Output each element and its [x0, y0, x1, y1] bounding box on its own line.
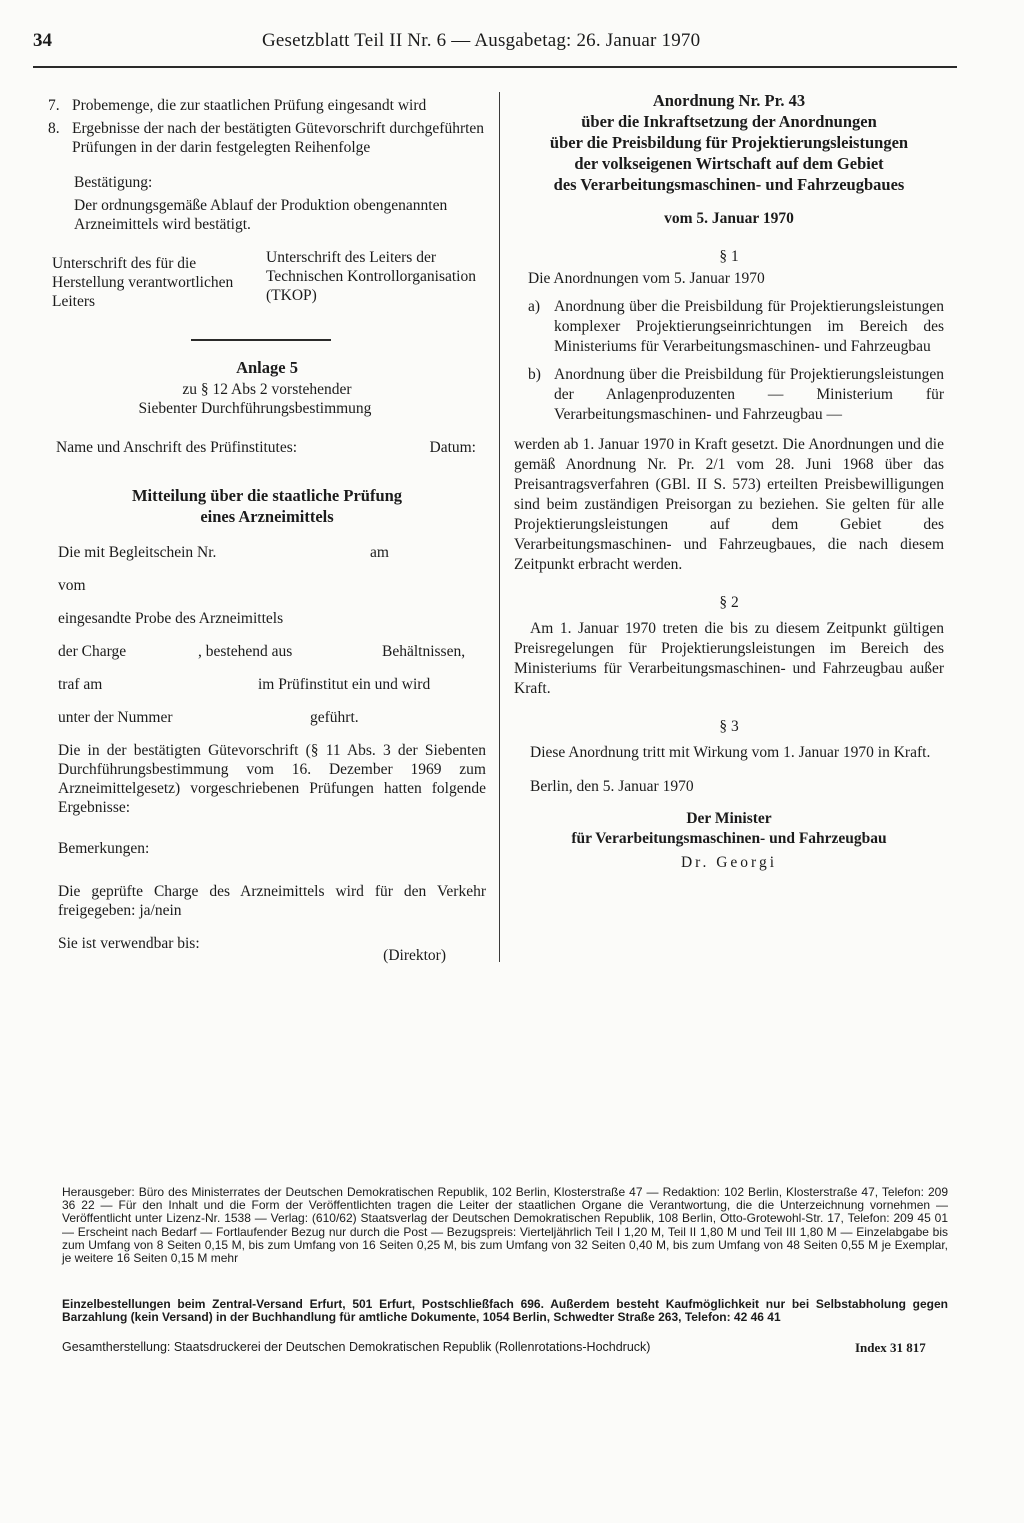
- date-label: Datum:: [429, 439, 476, 456]
- section-text: Diese Anordnung tritt mit Wirkung vom 1. Januar 1970 in Kraft.: [530, 744, 931, 761]
- signature-production-head: Unterschrift des für die Herstellung verantwortlichen Leiters: [52, 255, 234, 310]
- release-text: Die geprüfte Charge des Arzneimittels wird für den Verkehr freigegeben: ja/nein: [58, 883, 486, 919]
- ordinance-title: über die Preisbildung für Projektierungsleistungen: [549, 133, 909, 152]
- left-column: [48, 96, 486, 965]
- page-number: 34: [33, 30, 52, 51]
- minister-title: für Verarbeitungsmaschinen- und Fahrzeugbau: [571, 830, 887, 847]
- form-line: eingesandte Probe des Arzneimittels: [58, 610, 284, 627]
- imprint-text: Herausgeber: Büro des Ministerrates der Deutschen Demokratischen Republik, 102 Berlin, Klosterstraße 47 — Redaktion: 102 Berlin, Klosterstraße 47, Telefon: 209 36 22 — Für den Inhalt und die Form der Veröffentlichten tragen die Leiter der staatlichen Organe die Verantwortung, die die Unterzeichnung vornehmen — Veröffentlicht unter Lizenz-Nr. 1538 — Verlag: (610/62) Staatsverlag der Deutschen Demokratischen Republik, 108 Berlin, Otto-Grotewohl-Str. 17, Telefon: 209 45 01 — Erscheint nach Bedarf — Fortlaufender Bezug nur durch die Post — Bezugspreis: Vierteljährlich Teil I 1,20 M, Teil II 1,80 M und Teil III 1,80 M — Einzelabgabe bis zum Umfang von 8 Seiten 0,15 M, bis zum Umfang von 16 Seiten 0,25 M, bis zum Umfang von 32 Seiten 0,40 M, bis zum Umfang von 48 Seiten 0,55 M je Exemplar, je weitere 16 Seiten 0,15 M mehr: [62, 1185, 948, 1266]
- institute-label: Name und Anschrift des Prüfinstitutes:: [56, 439, 298, 456]
- institute-row: [48, 438, 486, 457]
- right-column: [514, 90, 944, 873]
- director-label: (Direktor): [383, 947, 446, 964]
- form-line: vom: [58, 577, 86, 594]
- signer-name: Dr. Georgi: [680, 854, 777, 871]
- form-line: unter der Nummer geführt.: [58, 709, 359, 726]
- annex-title: Anlage 5: [236, 358, 298, 377]
- usable-label: Sie ist verwendbar bis:: [58, 935, 200, 952]
- section-rule: [191, 339, 331, 341]
- column-divider: [499, 92, 500, 962]
- form-line: traf am im Prüfinstitut ein und wird: [58, 676, 431, 693]
- notice-title: eines Arzneimittels: [200, 507, 334, 526]
- form-line: der Charge , bestehend aus Behältnissen,: [58, 643, 466, 660]
- ordinance-title: der volkseigenen Wirtschaft auf dem Gebiet: [574, 154, 884, 173]
- remarks-label: Bemerkungen:: [58, 840, 150, 857]
- form-line: Die mit Begleitschein Nr. am: [58, 544, 389, 561]
- ordinance-title: Anordnung Nr. Pr. 43: [652, 91, 806, 110]
- section-heading: § 2: [719, 594, 739, 611]
- signature-block: [48, 248, 486, 311]
- ordinance-date: vom 5. Januar 1970: [664, 210, 794, 227]
- annex-reference: zu § 12 Abs 2 vorstehender: [182, 381, 352, 398]
- annex-reference: Siebenter Durchführungsbestimmung: [138, 400, 372, 417]
- confirm-text: Der ordnungsgemäße Ablauf der Produktion obengenannten Arzneimittels wird bestätigt.: [74, 197, 448, 233]
- running-header: Gesetzblatt Teil II Nr. 6 — Ausgabetag: 26. Januar 1970: [262, 30, 701, 51]
- header-rule: [33, 66, 957, 68]
- section-text: Am 1. Januar 1970 treten die bis zu diesem Zeitpunkt gültigen Preisregelungen für Projektierungsleistungen im Bereich des Ministeriums für Verarbeitungsmaschinen- und Fahrzeugbau außer Kraft.: [514, 620, 944, 697]
- index-number: Index 31 817: [855, 1340, 926, 1355]
- section-intro: Die Anordnungen vom 5. Januar 1970: [528, 270, 765, 287]
- section-heading: § 1: [719, 248, 739, 265]
- results-text: Die in der bestätigten Gütevorschrift (§ 11 Abs. 3 der Siebenten Durchführungsbestimmung vom 16. Dezember 1969 zum Arzneimittelgesetz) vorgeschriebenen Prüfungen hatten folgende Ergebnisse:: [58, 742, 486, 816]
- ordinance-title: des Verarbeitungsmaschinen- und Fahrzeugbaues: [553, 175, 905, 194]
- list-item: a) Anordnung über die Preisbildung für Projektierungsleistungen komplexer Projektierungseinrichtungen im Bereich des Ministeriums für Verarbeitungsmaschinen- und Fahrzeugbau: [528, 298, 944, 355]
- list-item: b) Anordnung über die Preisbildung für Projektierungsleistungen der Anlagenproduzenten — Ministerium für Verarbeitungsmaschinen- und Fahrzeugbau —: [528, 366, 944, 423]
- usable-row: [58, 934, 486, 965]
- production-note: Gesamtherstellung: Staatsdruckerei der Deutschen Demokratischen Republik (Rollenrotations-Hochdruck): [62, 1340, 651, 1354]
- signature-tko-head: Unterschrift des Leiters der Technischen Kontrollorganisation (TKOP): [266, 249, 476, 304]
- notice-title: Mitteilung über die staatliche Prüfung: [131, 486, 403, 505]
- minister-title: Der Minister: [686, 810, 772, 827]
- order-info: Einzelbestellungen beim Zentral-Versand Erfurt, 501 Erfurt, Postschließfach 696. Außerdem besteht Kaufmöglichkeit nur bei Selbstabholung gegen Barzahlung (kein Versand) in der Buchhandlung für amtliche Dokumente, 1054 Berlin, Schwedter Straße 263, Telefon: 42 46 41: [62, 1297, 948, 1325]
- list-item: 8. Ergebnisse der nach der bestätigten Gütevorschrift durchgeführten Prüfungen in der darin festgelegten Reihenfolge: [48, 120, 485, 156]
- place-date: Berlin, den 5. Januar 1970: [530, 778, 694, 795]
- confirm-label: Bestätigung:: [74, 174, 153, 191]
- section-text: werden ab 1. Januar 1970 in Kraft gesetzt. Die Anordnungen und die gemäß Anordnung Nr. Pr. 2/1 vom 28. Juni 1968 über das Preisantragsverfahren (GBl. II S. 573) erteilten Preisbewilligungen sind beim zuständigen Preisorgan zu beziehen. Sie gelten für alle Projektierungsleistungen auf dem Gebiet des Verarbeitungsmaschinen- und Fahrzeugbaues, die nach diesem Zeitpunkt erbracht werden.: [514, 436, 944, 573]
- list-item: 7. Probemenge, die zur staatlichen Prüfung eingesandt wird: [48, 97, 427, 114]
- section-heading: § 3: [719, 718, 739, 735]
- notice-form: [48, 543, 486, 965]
- ordinance-title: über die Inkraftsetzung der Anordnungen: [581, 112, 877, 131]
